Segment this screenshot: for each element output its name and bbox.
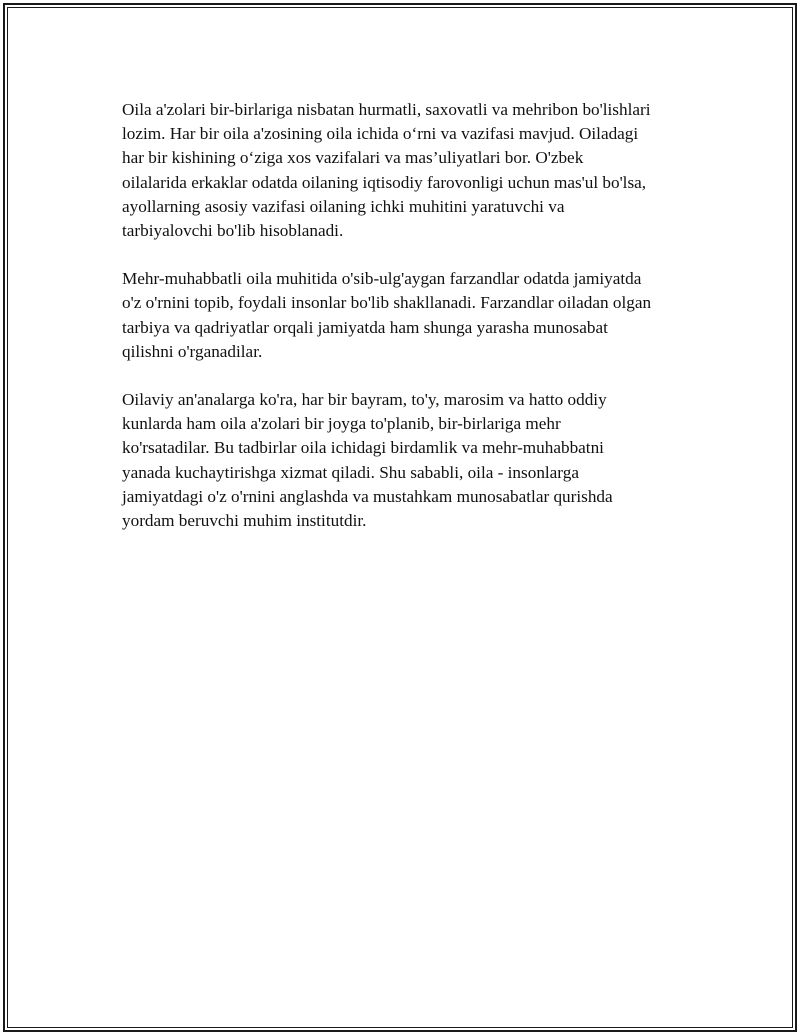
text-line: kunlarda ham oila a'zolari bir joyga to'planib, bir-birlariga mehr bbox=[122, 414, 561, 434]
text-line: Oila a'zolari bir-birlariga nisbatan hurmatli, saxovatli va mehribon bo'lishlari bbox=[122, 100, 651, 119]
text-line: tarbiya va qadriyatlar orqali jamiyatda ham shunga yarasha munosabat bbox=[122, 317, 608, 337]
text-line: Mehr-muhabbatli oila muhitida o'sib-ulg'aygan farzandlar odatda jamiyatda bbox=[122, 269, 642, 289]
text-line: ko'rsatadilar. Bu tadbirlar oila ichidagi birdamlik va mehr-muhabbatni bbox=[122, 438, 604, 458]
page-frame bbox=[3, 3, 797, 1032]
text-line: ayollarning asosiy vazifasi oilaning ichki muhitini yaratuvchi va bbox=[122, 196, 565, 216]
text-line: Oilaviy an'analarga ko'ra, har bir bayram, to'y, marosim va hatto oddiy bbox=[122, 390, 607, 410]
text-line: yordam beruvchi muhim institutdir. bbox=[122, 511, 367, 531]
text-line: qilishni o'rganadilar. bbox=[122, 341, 263, 361]
paragraph-3 bbox=[122, 388, 702, 533]
text-line: jamiyatdagi o'z o'rnini anglashda va mustahkam munosabatlar qurishda bbox=[122, 486, 613, 506]
text-line: tarbiyalovchi bo'lib hisoblanadi. bbox=[122, 221, 344, 241]
text-line: har bir kishining o‘ziga xos vazifalari va mas’uliyatlari bor. O'zbek bbox=[122, 148, 584, 168]
text-line: yanada kuchaytirishga xizmat qiladi. Shu sababli, oila - insonlarga bbox=[122, 462, 579, 482]
text-line: lozim. Har bir oila a'zosining oila ichida o‘rni va vazifasi mavjud. Oiladagi bbox=[122, 124, 639, 144]
document-body bbox=[122, 98, 702, 557]
text-line: o'z o'rnini topib, foydali insonlar bo'lib shakllanadi. Farzandlar oiladan olgan bbox=[122, 293, 652, 313]
text-line: oilalarida erkaklar odatda oilaning iqtisodiy farovonligi uchun mas'ul bo'lsa, bbox=[122, 172, 647, 192]
paragraph-2 bbox=[122, 267, 702, 364]
paragraph-1 bbox=[122, 98, 702, 243]
